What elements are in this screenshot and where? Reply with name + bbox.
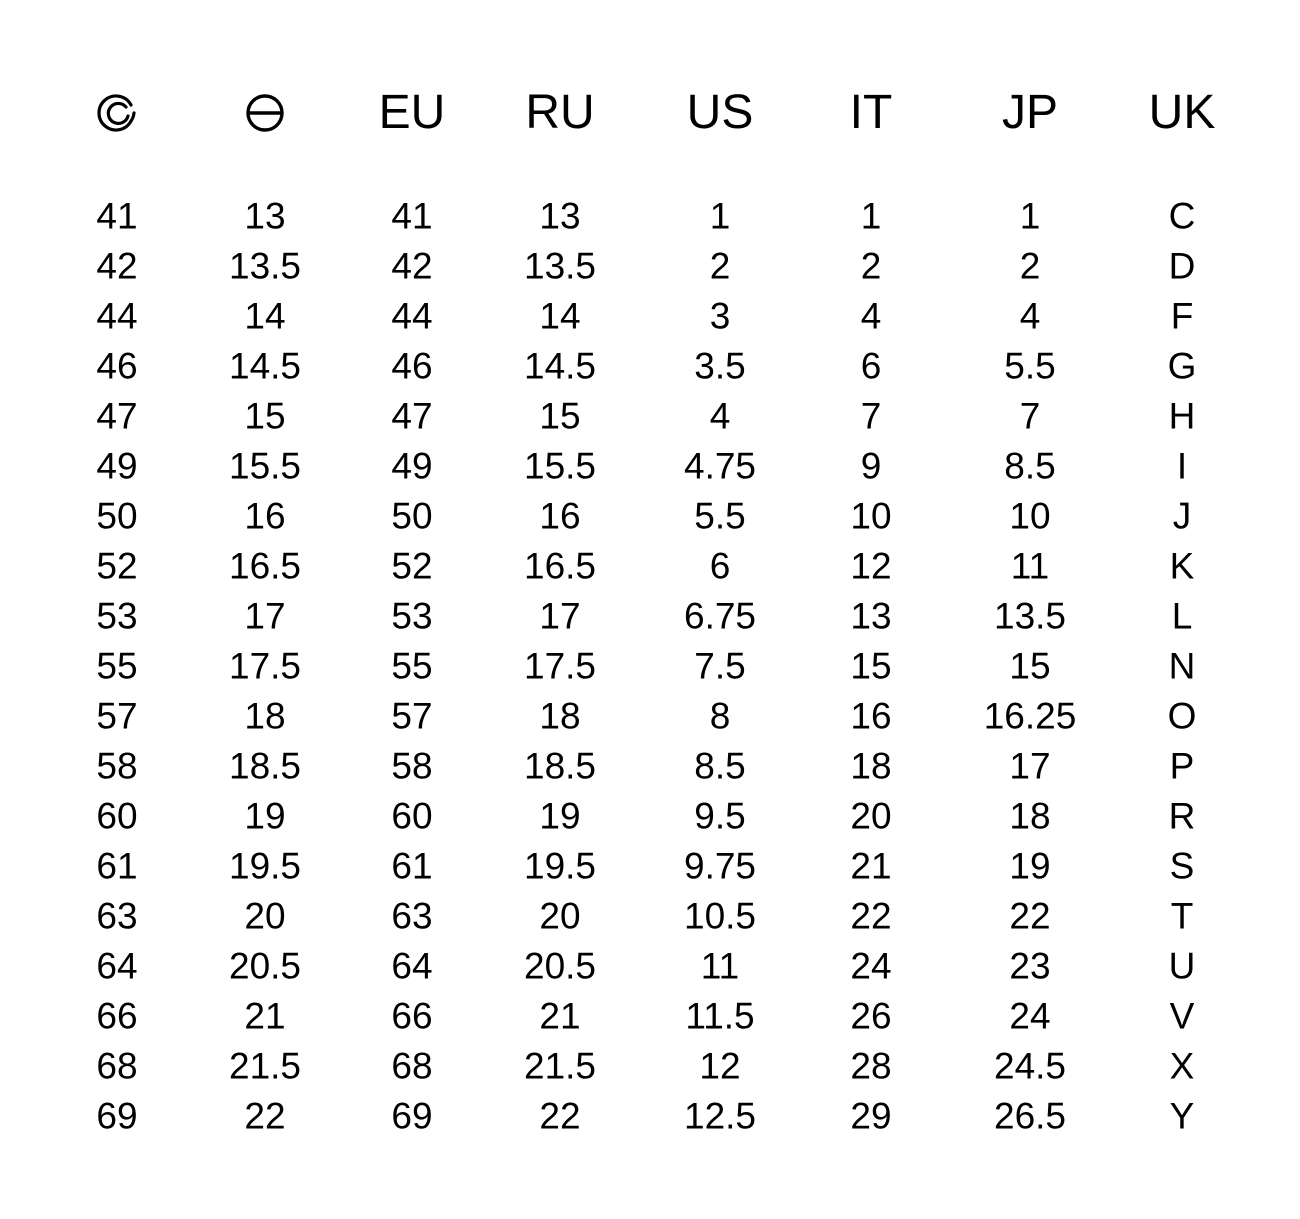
cell-ru: 15 (539, 395, 581, 437)
cell-ru: 21.5 (523, 1045, 597, 1087)
cell-circumference: 46 (96, 345, 138, 387)
cell-uk: P (1169, 745, 1195, 787)
cell-it: 21 (850, 845, 892, 887)
cell-us: 9.5 (694, 795, 746, 837)
cell-circumference: 42 (96, 245, 138, 287)
cell-it: 10 (850, 495, 892, 537)
cell-uk: V (1169, 995, 1195, 1037)
cell-us: 9.75 (683, 845, 757, 887)
ring-spiral-icon (95, 91, 139, 135)
cell-ru: 13 (539, 195, 581, 237)
cell-us: 7.5 (694, 645, 746, 687)
cell-eu: 44 (391, 295, 433, 337)
cell-it: 7 (860, 395, 882, 437)
cell-ru: 13.5 (523, 245, 597, 287)
cell-jp: 1 (1019, 195, 1041, 237)
cell-diameter: 19 (244, 795, 286, 837)
cell-ru: 17.5 (523, 645, 597, 687)
cell-ru: 18.5 (523, 745, 597, 787)
cell-uk: U (1168, 945, 1196, 987)
column-header-jp: JP (1001, 86, 1059, 139)
cell-us: 12 (699, 1045, 741, 1087)
cell-circumference: 68 (96, 1045, 138, 1087)
cell-circumference: 69 (96, 1095, 138, 1137)
cell-eu: 42 (391, 245, 433, 287)
cell-eu: 47 (391, 395, 433, 437)
cell-jp: 16.25 (983, 695, 1077, 737)
cell-us: 10.5 (683, 895, 757, 937)
cell-us: 8.5 (694, 745, 746, 787)
cell-circumference: 50 (96, 495, 138, 537)
cell-it: 1 (860, 195, 882, 237)
cell-us: 8 (709, 695, 731, 737)
cell-ru: 21 (539, 995, 581, 1037)
cell-it: 2 (860, 245, 882, 287)
cell-jp: 17 (1009, 745, 1051, 787)
cell-uk: N (1168, 645, 1196, 687)
cell-eu: 61 (391, 845, 433, 887)
cell-diameter: 14.5 (228, 345, 302, 387)
cell-diameter: 16.5 (228, 545, 302, 587)
cell-circumference: 44 (96, 295, 138, 337)
cell-it: 22 (850, 895, 892, 937)
cell-us: 6.75 (683, 595, 757, 637)
cell-uk: L (1171, 595, 1193, 637)
cell-diameter: 17 (244, 595, 286, 637)
cell-circumference: 63 (96, 895, 138, 937)
cell-us: 1 (709, 195, 731, 237)
cell-it: 9 (860, 445, 882, 487)
cell-uk: G (1167, 345, 1197, 387)
cell-jp: 24.5 (993, 1045, 1067, 1087)
cell-uk: T (1170, 895, 1194, 937)
cell-diameter: 13.5 (228, 245, 302, 287)
cell-jp: 26.5 (993, 1095, 1067, 1137)
cell-ru: 16 (539, 495, 581, 537)
cell-us: 11 (700, 945, 740, 987)
cell-jp: 22 (1009, 895, 1051, 937)
cell-eu: 68 (391, 1045, 433, 1087)
cell-diameter: 16 (244, 495, 286, 537)
cell-it: 20 (850, 795, 892, 837)
cell-eu: 41 (391, 195, 433, 237)
cell-circumference: 52 (96, 545, 138, 587)
cell-diameter: 21.5 (228, 1045, 302, 1087)
cell-ru: 15.5 (523, 445, 597, 487)
cell-uk: D (1168, 245, 1196, 287)
cell-ru: 20.5 (523, 945, 597, 987)
cell-circumference: 58 (96, 745, 138, 787)
cell-uk: X (1169, 1045, 1195, 1087)
cell-diameter: 15 (244, 395, 286, 437)
cell-ru: 16.5 (523, 545, 597, 587)
cell-circumference: 64 (96, 945, 138, 987)
cell-eu: 55 (391, 645, 433, 687)
cell-ru: 22 (539, 1095, 581, 1137)
circle-minus-icon (243, 91, 287, 135)
cell-diameter: 20.5 (228, 945, 302, 987)
column-header-it: IT (849, 86, 893, 139)
cell-it: 13 (850, 595, 892, 637)
cell-eu: 49 (391, 445, 433, 487)
cell-us: 4 (709, 395, 731, 437)
cell-uk: F (1170, 295, 1194, 337)
cell-jp: 24 (1009, 995, 1051, 1037)
cell-us: 3.5 (694, 345, 746, 387)
cell-uk: Y (1169, 1095, 1195, 1137)
cell-jp: 4 (1019, 295, 1041, 337)
cell-eu: 60 (391, 795, 433, 837)
cell-jp: 8.5 (1004, 445, 1056, 487)
cell-diameter: 15.5 (228, 445, 302, 487)
cell-diameter: 20 (244, 895, 286, 937)
cell-uk: S (1169, 845, 1195, 887)
cell-us: 2 (709, 245, 731, 287)
cell-diameter: 22 (244, 1095, 286, 1137)
cell-eu: 46 (391, 345, 433, 387)
column-header-ru: RU (525, 86, 595, 139)
cell-diameter: 14 (244, 295, 286, 337)
cell-diameter: 18.5 (228, 745, 302, 787)
cell-ru: 20 (539, 895, 581, 937)
cell-ru: 19.5 (523, 845, 597, 887)
column-header-uk: UK (1148, 86, 1216, 139)
cell-jp: 7 (1019, 395, 1041, 437)
cell-it: 26 (850, 995, 892, 1037)
cell-circumference: 41 (96, 195, 138, 237)
cell-eu: 69 (391, 1095, 433, 1137)
cell-jp: 10 (1009, 495, 1051, 537)
cell-eu: 63 (391, 895, 433, 937)
cell-jp: 18 (1009, 795, 1051, 837)
cell-circumference: 55 (96, 645, 138, 687)
cell-us: 5.5 (694, 495, 746, 537)
cell-eu: 53 (391, 595, 433, 637)
cell-circumference: 60 (96, 795, 138, 837)
cell-uk: J (1172, 495, 1192, 537)
cell-us: 3 (709, 295, 731, 337)
cell-circumference: 49 (96, 445, 138, 487)
cell-it: 24 (850, 945, 892, 987)
cell-it: 28 (850, 1045, 892, 1087)
cell-eu: 52 (391, 545, 433, 587)
cell-circumference: 57 (96, 695, 138, 737)
cell-it: 29 (850, 1095, 892, 1137)
cell-circumference: 61 (96, 845, 138, 887)
cell-diameter: 17.5 (228, 645, 302, 687)
cell-it: 18 (850, 745, 892, 787)
cell-us: 12.5 (683, 1095, 757, 1137)
cell-eu: 66 (391, 995, 433, 1037)
cell-jp: 5.5 (1004, 345, 1056, 387)
cell-ru: 19 (539, 795, 581, 837)
cell-diameter: 13 (244, 195, 286, 237)
cell-it: 4 (860, 295, 882, 337)
cell-jp: 11 (1010, 545, 1050, 587)
cell-uk: I (1176, 445, 1188, 487)
cell-eu: 50 (391, 495, 433, 537)
cell-uk: H (1168, 395, 1196, 437)
cell-uk: O (1167, 695, 1197, 737)
column-header-us: US (686, 86, 754, 139)
cell-circumference: 47 (96, 395, 138, 437)
cell-it: 15 (850, 645, 892, 687)
cell-eu: 64 (391, 945, 433, 987)
cell-ru: 17 (539, 595, 581, 637)
cell-eu: 57 (391, 695, 433, 737)
cell-it: 12 (850, 545, 892, 587)
cell-eu: 58 (391, 745, 433, 787)
cell-it: 6 (860, 345, 882, 387)
cell-us: 6 (709, 545, 731, 587)
cell-ru: 14 (539, 295, 581, 337)
cell-ru: 18 (539, 695, 581, 737)
cell-diameter: 19.5 (228, 845, 302, 887)
column-header-eu: EU (378, 86, 446, 139)
cell-jp: 13.5 (993, 595, 1067, 637)
cell-jp: 15 (1009, 645, 1051, 687)
cell-jp: 19 (1009, 845, 1051, 887)
cell-us: 4.75 (683, 445, 757, 487)
cell-diameter: 21 (244, 995, 286, 1037)
cell-it: 16 (850, 695, 892, 737)
cell-uk: C (1168, 195, 1196, 237)
cell-circumference: 53 (96, 595, 138, 637)
cell-jp: 23 (1009, 945, 1051, 987)
cell-uk: R (1168, 795, 1196, 837)
cell-ru: 14.5 (523, 345, 597, 387)
cell-uk: K (1169, 545, 1195, 587)
cell-circumference: 66 (96, 995, 138, 1037)
cell-diameter: 18 (244, 695, 286, 737)
cell-us: 11.5 (685, 995, 755, 1037)
cell-jp: 2 (1019, 245, 1041, 287)
